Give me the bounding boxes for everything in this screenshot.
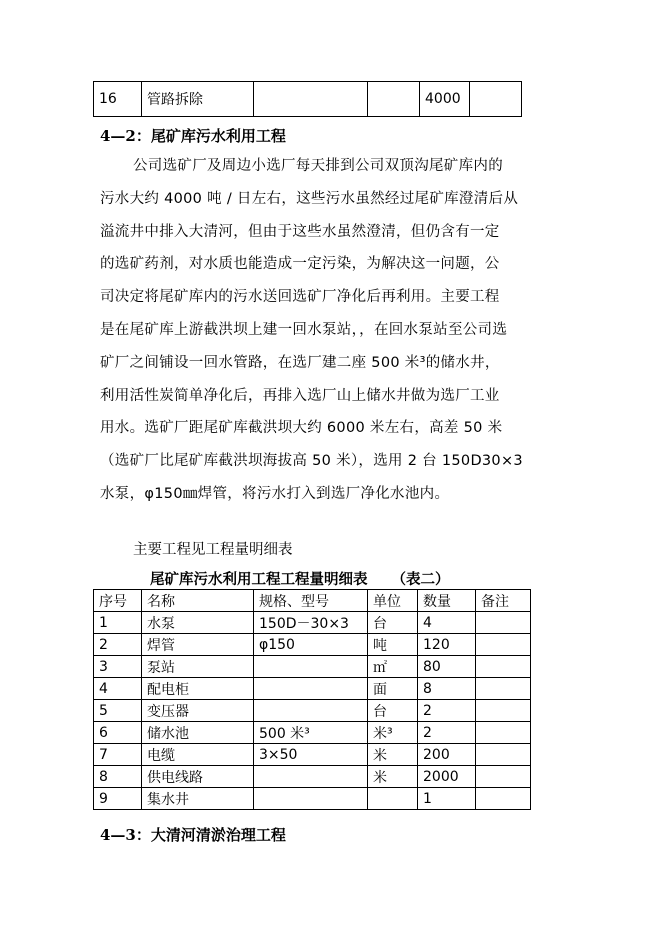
table-row (94, 612, 531, 634)
section-heading-4-2: 4—2：尾矿库污水利用工程 (100, 127, 286, 145)
paragraph-line: 矿厂之间铺设一回水管路，在选厂建二座 500 米³的储水井， (100, 354, 500, 371)
table-cell: 6 (94, 722, 142, 744)
table-cell (254, 678, 368, 700)
table-cell: 5 (94, 700, 142, 722)
table-cell: 9 (94, 788, 142, 810)
table-cell: 储水池 (142, 722, 254, 744)
table-intro: 主要工程见工程量明细表 (133, 542, 293, 558)
table-cell (470, 82, 522, 117)
table-cell (476, 678, 531, 700)
paragraph-line: 用水。选矿厂距尾矿库截洪坝大约 6000 米左右，高差 50 米 (100, 420, 503, 437)
column-header: 备注 (476, 590, 531, 612)
table-cell: 台 (368, 612, 418, 634)
paragraph-line: （选矿厂比尾矿库截洪坝海拔高 50 米），选用 2 台 150D30×3 (100, 453, 523, 470)
table-cell (476, 744, 531, 766)
table-header-row (94, 590, 531, 612)
table-cell: 1 (418, 788, 476, 810)
table-caption-note: （表二） (391, 571, 450, 588)
table-row (94, 744, 531, 766)
table-cell (368, 788, 418, 810)
table-cell: 泵站 (142, 656, 254, 678)
table-cell: 80 (418, 656, 476, 678)
table-cell: 4000 (420, 82, 470, 117)
section-heading-4-3: 4—3：大清河清淤治理工程 (100, 826, 286, 844)
table-cell: 1 (94, 612, 142, 634)
table-row (94, 634, 531, 656)
table-cell: 120 (418, 634, 476, 656)
table-cell: 16 (94, 82, 142, 117)
table-cell (254, 82, 368, 117)
table-cell (476, 722, 531, 744)
paragraph-line: 是在尾矿库上游截洪坝上建一回水泵站，，在回水泵站至公司选 (100, 321, 508, 338)
table-cell (254, 766, 368, 788)
column-header: 序号 (94, 590, 142, 612)
table-cell (368, 82, 420, 117)
table-cell: 8 (418, 678, 476, 700)
table-row (94, 678, 531, 700)
column-header: 名称 (142, 590, 254, 612)
table-cell (254, 656, 368, 678)
table-row (94, 766, 531, 788)
table-caption-title: 尾矿库污水利用工程工程量明细表 (150, 571, 368, 588)
table-caption (150, 568, 450, 589)
table-cell: 米 (368, 744, 418, 766)
table-cell: 供电线路 (142, 766, 254, 788)
table-cell: ㎡ (368, 656, 418, 678)
paragraph-line: 司决定将尾矿库内的污水送回选矿厂净化后再利用。主要工程 (100, 289, 500, 306)
table-cell: 4 (418, 612, 476, 634)
table-cell: 集水井 (142, 788, 254, 810)
column-header: 单位 (368, 590, 418, 612)
table-cell: 3 (94, 656, 142, 678)
table-row (94, 722, 531, 744)
table-cell: 2 (418, 700, 476, 722)
table-cell: 配电柜 (142, 678, 254, 700)
table-cell (476, 766, 531, 788)
table-cell: 2 (418, 722, 476, 744)
table-cell (476, 612, 531, 634)
table-cell (476, 700, 531, 722)
table-cell (476, 656, 531, 678)
table-cell: 2 (94, 634, 142, 656)
paragraph-line: 污水大约 4000 吨 / 日左右，这些污水虽然经过尾矿库澄清后从 (100, 190, 519, 207)
table-cell: 2000 (418, 766, 476, 788)
table-cell: 3×50 (254, 744, 368, 766)
table-cell: 变压器 (142, 700, 254, 722)
table-cell (254, 788, 368, 810)
table-cell: 8 (94, 766, 142, 788)
table-cell: 水泵 (142, 612, 254, 634)
quantity-table (93, 589, 531, 810)
paragraph-line: 公司选矿厂及周边小选厂每天排到公司双顶沟尾矿库内的 (133, 158, 503, 174)
table-row (94, 788, 531, 810)
column-header: 规格、型号 (254, 590, 368, 612)
table-cell: 4 (94, 678, 142, 700)
table-cell (254, 700, 368, 722)
paragraph-line: 的选矿药剂，对水质也能造成一定污染，为解决这一问题，公 (100, 256, 500, 273)
table-row (94, 700, 531, 722)
table-cell: 台 (368, 700, 418, 722)
table-cell (476, 634, 531, 656)
top-table (93, 81, 522, 117)
table-cell: 米³ (368, 722, 418, 744)
table-row (94, 82, 522, 117)
table-cell: φ150 (254, 634, 368, 656)
table-cell: 电缆 (142, 744, 254, 766)
table-cell: 吨 (368, 634, 418, 656)
body-paragraph (100, 150, 570, 511)
table-row (94, 656, 531, 678)
table-cell: 500 米³ (254, 722, 368, 744)
paragraph-line: 水泵，φ150㎜焊管，将污水打入到选厂净化水池内。 (100, 485, 450, 502)
table-cell (476, 788, 531, 810)
table-cell: 管路拆除 (142, 82, 254, 117)
table-cell: 200 (418, 744, 476, 766)
table-cell: 7 (94, 744, 142, 766)
table-cell: 焊管 (142, 634, 254, 656)
paragraph-line: 溢流井中排入大清河，但由于这些水虽然澄清，但仍含有一定 (100, 223, 500, 240)
table-cell: 米 (368, 766, 418, 788)
table-cell: 150D－30×3 (254, 612, 368, 634)
paragraph-line: 利用活性炭简单净化后，再排入选厂山上储水井做为选厂工业 (100, 387, 500, 404)
column-header: 数量 (418, 590, 476, 612)
table-cell: 面 (368, 678, 418, 700)
